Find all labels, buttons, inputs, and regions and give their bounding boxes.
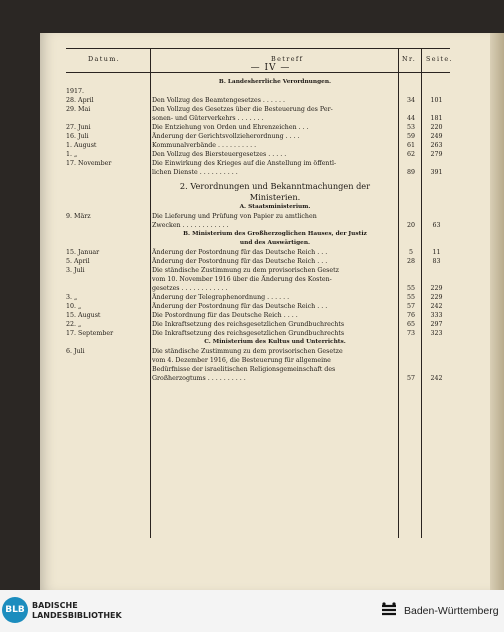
table-row — [66, 192, 450, 203]
index-table — [66, 48, 453, 383]
betreff-cell: Kommunalverbände . . . . . . . . . . — [152, 142, 257, 149]
date-cell: 16. Juli — [66, 133, 89, 140]
seite-cell: 279 — [430, 151, 443, 158]
seite-cell: 242 — [430, 375, 443, 382]
table-row — [66, 123, 450, 132]
date-cell: 10. „ — [66, 303, 82, 310]
date-cell: 29. Mai — [66, 106, 91, 113]
date-cell: 28. April — [66, 97, 94, 104]
nr-cell: 73 — [406, 330, 415, 337]
table-row — [66, 114, 450, 123]
betreff-cell: Änderung der Postordnung für das Deutsche Reich . . . — [152, 249, 328, 256]
nr-cell: 89 — [406, 169, 415, 176]
nr-cell: 55 — [406, 285, 415, 292]
header-seite: Seite. — [426, 55, 453, 63]
table-row — [66, 78, 450, 87]
table-row — [66, 96, 450, 105]
table-row — [66, 87, 450, 96]
table-row — [66, 275, 450, 284]
seite-cell: 63 — [432, 222, 441, 229]
table-row — [66, 329, 450, 338]
table-row — [66, 302, 450, 311]
nr-cell: 53 — [406, 124, 415, 131]
betreff-cell: Die Einwirkung des Krieges auf die Anstellung im öffentl- — [152, 160, 337, 167]
subsection-heading: B. Ministerium des Großherzoglichen Hauses, der Justiz — [183, 231, 367, 237]
betreff-cell: Bedürfnisse der israelitischen Religionsgemeinschaft des — [152, 366, 336, 373]
betreff-cell: Den Vollzug des Beamtengesetzes . . . . . . — [152, 97, 285, 104]
betreff-cell: gesetzes . . . . . . . . . . . . — [152, 285, 228, 292]
table-row — [66, 150, 450, 159]
nr-cell: 55 — [406, 294, 415, 301]
seite-cell: 242 — [430, 303, 443, 310]
table-row — [66, 212, 450, 221]
table-row — [66, 181, 450, 192]
section-heading: 2. Verordnungen und Bekanntmachungen der — [179, 181, 371, 191]
betreff-cell: Die ständische Zustimmung zu dem provisorischen Gesetze — [152, 348, 343, 355]
table-row — [66, 311, 450, 320]
nr-cell: 20 — [406, 222, 415, 229]
date-cell: 17. November — [66, 160, 112, 167]
section-heading: Ministerien. — [249, 192, 301, 202]
table-row — [66, 141, 450, 150]
date-cell: 6. Juli — [66, 348, 85, 355]
date-cell: 1917. — [66, 88, 85, 95]
table-row — [66, 356, 450, 365]
date-cell: 5. April — [66, 258, 90, 265]
table-row — [66, 248, 450, 257]
table-row — [66, 168, 450, 177]
coat-of-arms-icon — [379, 600, 399, 620]
betreff-cell: Änderung der Postordnung für das Deutsche Reich . . . — [152, 303, 328, 310]
nr-cell: 28 — [406, 258, 415, 265]
date-cell: 17. September — [66, 330, 114, 337]
date-cell: 15. Januar — [66, 249, 100, 256]
seite-cell: 181 — [430, 115, 443, 122]
nr-cell: 59 — [406, 133, 415, 140]
date-cell: 1. August — [66, 142, 97, 149]
nr-cell: 57 — [406, 375, 415, 382]
subsection-heading: C. Ministerium des Kultus und Unterrichts. — [204, 339, 346, 345]
seite-cell: 263 — [430, 142, 443, 149]
table-row — [66, 347, 450, 356]
seite-cell: 297 — [430, 321, 443, 328]
seite-cell: 229 — [430, 285, 443, 292]
seite-cell: 323 — [430, 330, 443, 337]
nr-cell: 44 — [406, 115, 415, 122]
date-cell: 15. August — [66, 312, 101, 319]
betreff-cell: Den Vollzug des Biersteuergesetzes . . . . . — [152, 151, 287, 158]
table-row — [66, 320, 450, 329]
nr-cell: 5 — [408, 249, 413, 256]
table-row — [66, 257, 450, 266]
betreff-cell: Die ständische Zustimmung zu dem provisorischen Gesetz — [152, 267, 339, 274]
header-nr: Nr. — [402, 55, 417, 63]
table-row — [66, 365, 450, 374]
betreff-cell: Den Vollzug des Gesetzes über die Besteuerung des Per- — [152, 106, 333, 113]
table-row — [66, 230, 450, 239]
table-header — [66, 48, 453, 73]
betreff-cell: vom 10. November 1916 über die Änderung des Kosten- — [152, 276, 332, 283]
nr-cell: 62 — [406, 151, 415, 158]
table-row — [66, 374, 450, 383]
seite-cell: 229 — [430, 294, 443, 301]
subsection-heading: und des Auswärtigen. — [239, 240, 311, 246]
subsection-heading: B. Landesherrliche Verordnungen. — [218, 79, 332, 85]
seite-cell: 333 — [430, 312, 443, 319]
table-row — [66, 239, 450, 248]
table-row — [66, 221, 450, 230]
header-betreff: Betreff — [271, 55, 304, 63]
seite-cell: 220 — [430, 124, 443, 131]
betreff-cell: lichen Dienste . . . . . . . . . . — [152, 169, 238, 176]
table-row — [66, 338, 450, 347]
betreff-cell: vom 4. Dezember 1916, die Besteuerung für allgemeine — [152, 357, 331, 364]
footer-bar — [0, 590, 504, 632]
seite-cell: 391 — [430, 169, 443, 176]
seite-cell: 83 — [432, 258, 441, 265]
betreff-cell: sonen- und Güterverkehrs . . . . . . . — [152, 115, 264, 122]
betreff-cell: Änderung der Gerichtsvollzieherordnung . . . . — [152, 133, 300, 140]
table-row — [66, 132, 450, 141]
betreff-cell: Änderung der Telegraphenordnung . . . . . . — [152, 294, 290, 301]
book-gutter — [490, 33, 504, 590]
betreff-cell: Die Lieferung und Prüfung von Papier zu amtlichen — [152, 213, 317, 220]
betreff-cell: Zwecken . . . . . . . . . . . . — [152, 222, 229, 229]
library-name: BADISCHE LANDESBIBLIOTHEK — [32, 601, 122, 620]
table-body — [66, 78, 450, 383]
betreff-cell: Großherzogtums . . . . . . . . . . — [152, 375, 246, 382]
nr-cell: 61 — [406, 142, 415, 149]
table-row — [66, 284, 450, 293]
nr-cell: 34 — [406, 97, 415, 104]
table-row — [66, 293, 450, 302]
seite-cell: 11 — [432, 249, 441, 256]
betreff-cell: Änderung der Postordnung für das Deutsche Reich . . . — [152, 258, 328, 265]
betreff-cell: Die Inkraftsetzung des reichsgesetzlichen Grundbuchrechts — [152, 330, 345, 337]
seite-cell: 101 — [430, 97, 443, 104]
date-cell: 9. März — [66, 213, 91, 220]
date-cell: 27. Juni — [66, 124, 91, 131]
nr-cell: 65 — [406, 321, 415, 328]
betreff-cell: Die Entziehung von Orden und Ehrenzeichen . . . — [152, 124, 309, 131]
date-cell: 1. „ — [66, 151, 78, 158]
date-cell: 3. Juli — [66, 267, 85, 274]
table-row — [66, 105, 450, 114]
nr-cell: 57 — [406, 303, 415, 310]
nr-cell: 76 — [406, 312, 415, 319]
state-name[interactable]: Baden-Württemberg — [404, 605, 499, 617]
date-cell: 3. „ — [66, 294, 78, 301]
page-number: — IV — — [250, 63, 291, 73]
table-row — [66, 159, 450, 168]
subsection-heading: A. Staatsministerium. — [239, 204, 311, 210]
table-row — [66, 266, 450, 275]
date-cell: 22. „ — [66, 321, 82, 328]
seite-cell: 249 — [430, 133, 443, 140]
betreff-cell: Die Inkraftsetzung des reichsgesetzlichen Grundbuchrechts — [152, 321, 345, 328]
header-date: Datum. — [88, 55, 121, 63]
betreff-cell: Die Postordnung für das Deutsche Reich . . . . — [152, 312, 298, 319]
blb-logo[interactable]: BLB — [2, 597, 28, 623]
table-row — [66, 203, 450, 212]
